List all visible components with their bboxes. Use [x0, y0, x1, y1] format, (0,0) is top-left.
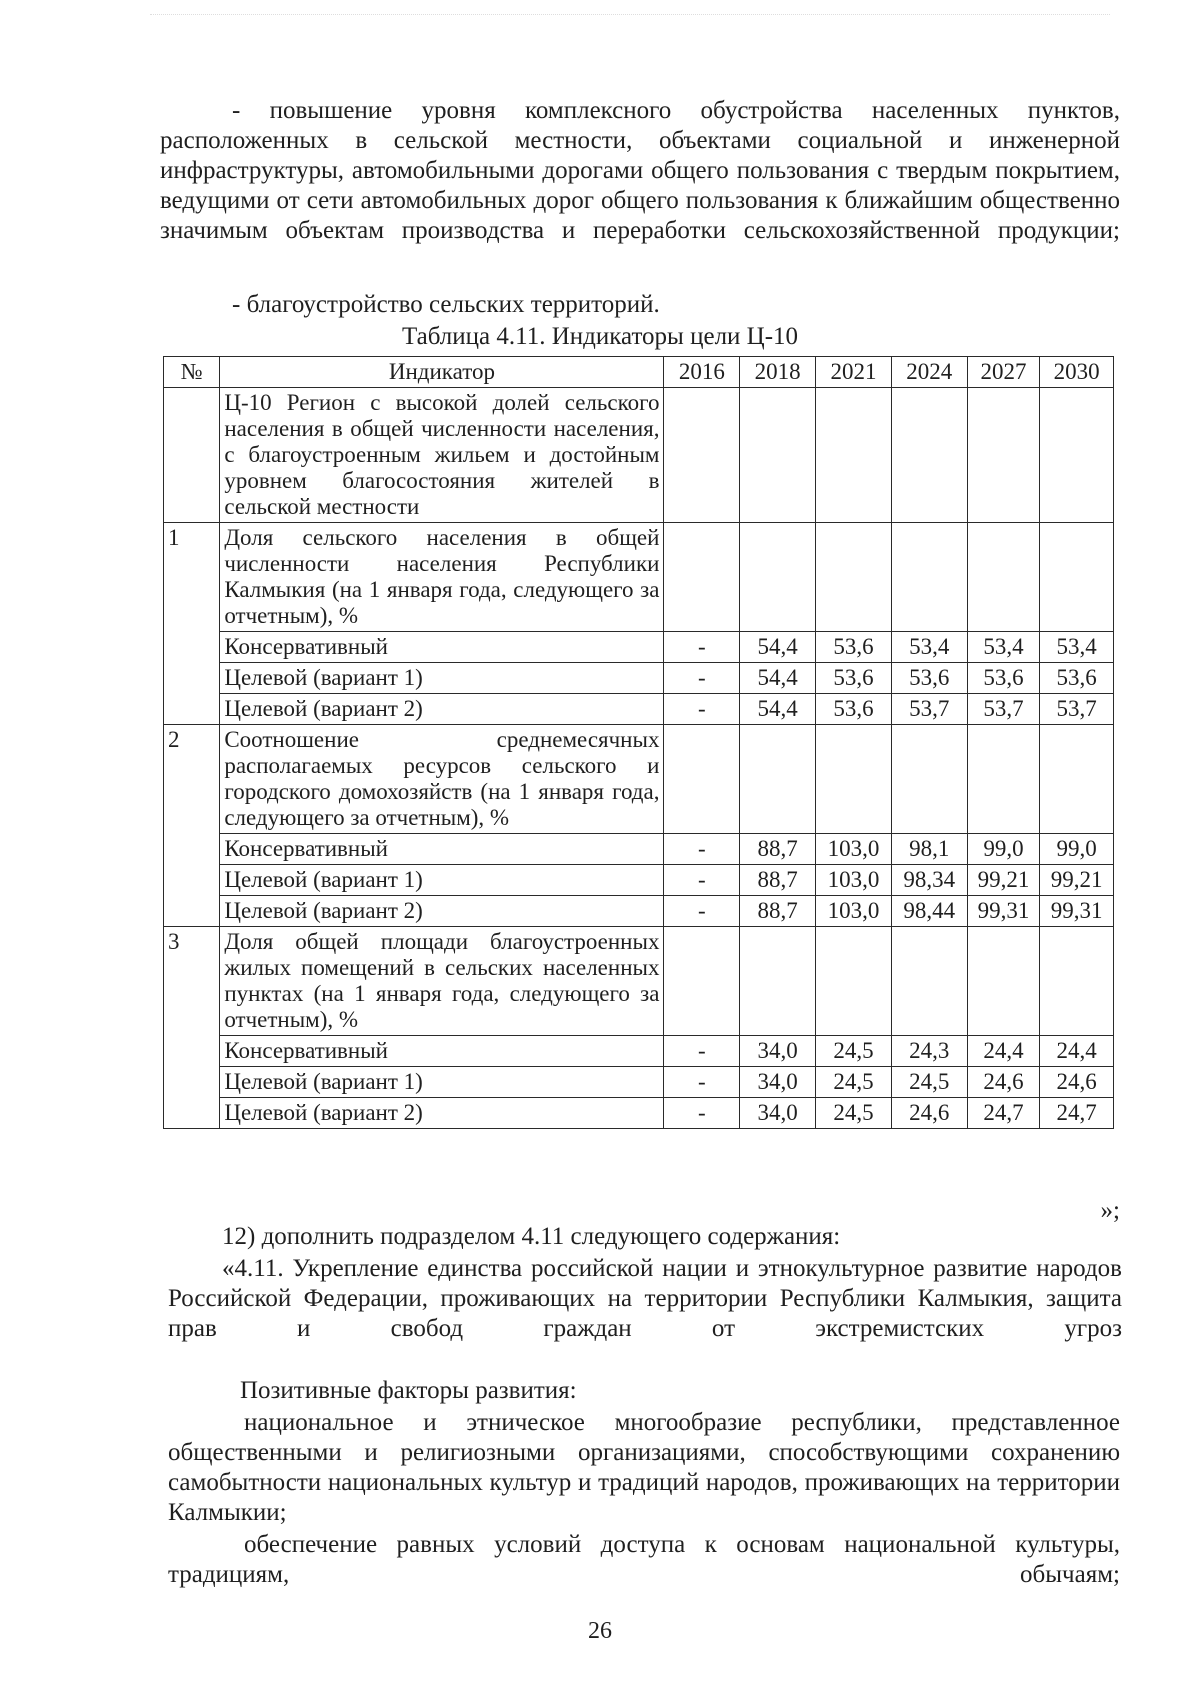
value-cell-2018: 34,0	[740, 1036, 816, 1067]
variant-row	[164, 1098, 1114, 1129]
variant-row	[164, 896, 1114, 927]
indicator-title: Доля сельского населения в общей численности населения Республики Калмыкия (на 1 января года, следующего за отчетным), %	[220, 523, 664, 632]
value-cell-2016: -	[664, 1098, 740, 1129]
value-cell-2027: 99,21	[967, 865, 1040, 896]
indicator-title: Доля общей площади благоустроенных жилых помещений в сельских населенных пунктах (на 1 января года, следующего за отчетным), %	[220, 927, 664, 1036]
table-caption: Таблица 4.11. Индикаторы цели Ц-10	[401, 323, 799, 350]
header-2024: 2024	[891, 357, 967, 388]
value-cell-2024: 24,6	[891, 1098, 967, 1129]
value-cell-2021: 53,6	[816, 694, 892, 725]
value-cell-2027: 53,7	[967, 694, 1040, 725]
header-2016: 2016	[664, 357, 740, 388]
indicator-num: 2	[164, 725, 220, 927]
empty-cell	[664, 927, 740, 1036]
value-cell-2030: 53,4	[1040, 632, 1114, 663]
header-2030: 2030	[1040, 357, 1114, 388]
scan-artifact	[150, 14, 1110, 21]
value-cell-2018: 54,4	[740, 632, 816, 663]
variant-row	[164, 694, 1114, 725]
empty-cell	[816, 927, 892, 1036]
value-cell-2030: 24,4	[1040, 1036, 1114, 1067]
value-cell-2027: 24,4	[967, 1036, 1040, 1067]
value-cell-2018: 88,7	[740, 896, 816, 927]
value-cell-2021: 53,6	[816, 663, 892, 694]
indicators-table	[163, 356, 1114, 1129]
empty-cell	[1040, 523, 1114, 632]
variant-row	[164, 632, 1114, 663]
variant-label: Целевой (вариант 2)	[220, 694, 664, 725]
variant-label: Целевой (вариант 2)	[220, 896, 664, 927]
value-cell-2021: 24,5	[816, 1098, 892, 1129]
value-cell-2030: 53,7	[1040, 694, 1114, 725]
indicator-title-row	[164, 523, 1114, 632]
empty-cell	[664, 523, 740, 632]
indicator-num: 1	[164, 523, 220, 725]
goal-num-cell	[164, 388, 220, 523]
variant-label: Целевой (вариант 1)	[220, 663, 664, 694]
value-cell-2024: 24,5	[891, 1067, 967, 1098]
value-cell-2021: 53,6	[816, 632, 892, 663]
empty-cell	[740, 927, 816, 1036]
variant-row	[164, 834, 1114, 865]
paragraph-equal-access: обеспечение равных условий доступа к основам национальной культуры, традициям, обычаям;	[168, 1531, 1120, 1588]
value-cell-2027: 24,7	[967, 1098, 1040, 1129]
value-cell-2018: 54,4	[740, 694, 816, 725]
value-cell-2021: 103,0	[816, 865, 892, 896]
value-cell-2016: -	[664, 1067, 740, 1098]
paragraph-section-title: «4.11. Укрепление единства российской нации и этнокультурное развитие народов Российской Федерации, проживающих на территории Республики Калмыкия, защита прав и свобод граждан от экстремистских угроз	[168, 1255, 1122, 1342]
empty-cell	[891, 725, 967, 834]
variant-label: Целевой (вариант 1)	[220, 1067, 664, 1098]
empty-cell	[1040, 725, 1114, 834]
paragraph-diversity: национальное и этническое многообразие республики, представленное общественными и религиозными организациями, способствующими сохранению самобытности национальных культур и традиций народов, проживающих на территории Калмыкии;	[168, 1409, 1120, 1526]
value-cell-2018: 34,0	[740, 1067, 816, 1098]
variant-label: Консервативный	[220, 834, 664, 865]
value-cell-2027: 99,0	[967, 834, 1040, 865]
value-cell-2030: 53,6	[1040, 663, 1114, 694]
indicator-title-row	[164, 725, 1114, 834]
paragraph-rural-improvement: - благоустройство сельских территорий.	[232, 291, 660, 318]
value-cell-2030: 24,7	[1040, 1098, 1114, 1129]
goal-title: Ц-10 Регион с высокой долей сельского населения в общей численности населения, с благоустроенным жильем и достойным уровнем благосостояния жителей в сельской местности	[220, 388, 664, 523]
empty-cell	[740, 725, 816, 834]
value-cell-2016: -	[664, 896, 740, 927]
paragraph-positive-factors: Позитивные факторы развития:	[240, 1377, 577, 1404]
value-cell-2018: 88,7	[740, 865, 816, 896]
value-cell-2018: 54,4	[740, 663, 816, 694]
value-cell-2024: 98,1	[891, 834, 967, 865]
variant-row	[164, 1067, 1114, 1098]
value-cell-2016: -	[664, 865, 740, 896]
indicator-num: 3	[164, 927, 220, 1129]
table-body	[164, 388, 1114, 1129]
variant-row	[164, 1036, 1114, 1067]
value-cell-2024: 53,7	[891, 694, 967, 725]
empty-cell	[967, 523, 1040, 632]
paragraph-amendment: 12) дополнить подразделом 4.11 следующего содержания:	[222, 1223, 841, 1250]
paragraph-rural-infrastructure: - повышение уровня комплексного обустройства населенных пунктов, расположенных в сельской местности, объектами социальной и инженерной инфраструктуры, автомобильными дорогами общего пользования с твердым покрытием, ведущими от сети автомобильных дорог общего пользования к ближайшим общественно значимым объектам производства и переработки сельскохозяйственной продукции;	[160, 97, 1120, 244]
value-cell-2016: -	[664, 1036, 740, 1067]
empty-cell	[891, 523, 967, 632]
variant-row	[164, 663, 1114, 694]
empty-cell	[664, 725, 740, 834]
goal-row	[164, 388, 1114, 523]
indicator-title-row	[164, 927, 1114, 1036]
value-cell-2024: 53,4	[891, 632, 967, 663]
value-cell-2016: -	[664, 834, 740, 865]
value-cell-2030: 99,21	[1040, 865, 1114, 896]
value-cell-2030: 99,0	[1040, 834, 1114, 865]
variant-label: Консервативный	[220, 632, 664, 663]
empty-cell	[1040, 927, 1114, 1036]
header-2021: 2021	[816, 357, 892, 388]
value-cell-2021: 24,5	[816, 1067, 892, 1098]
value-cell-2024: 98,34	[891, 865, 967, 896]
variant-row	[164, 865, 1114, 896]
value-cell-2027: 53,6	[967, 663, 1040, 694]
value-cell-2024: 53,6	[891, 663, 967, 694]
empty-cell	[891, 927, 967, 1036]
variant-label: Целевой (вариант 1)	[220, 865, 664, 896]
variant-label: Консервативный	[220, 1036, 664, 1067]
value-cell-2021: 24,5	[816, 1036, 892, 1067]
value-cell-2027: 53,4	[967, 632, 1040, 663]
value-cell-2024: 24,3	[891, 1036, 967, 1067]
empty-cell	[816, 523, 892, 632]
value-cell-2030: 24,6	[1040, 1067, 1114, 1098]
header-2018: 2018	[740, 357, 816, 388]
table-header-row	[164, 357, 1114, 388]
header-indicator: Индикатор	[220, 357, 664, 388]
value-cell-2021: 103,0	[816, 834, 892, 865]
value-cell-2027: 24,6	[967, 1067, 1040, 1098]
indicator-title: Соотношение среднемесячных располагаемых ресурсов сельского и городского домохозяйств (на 1 января года, следующего за отчетным), %	[220, 725, 664, 834]
value-cell-2024: 98,44	[891, 896, 967, 927]
value-cell-2016: -	[664, 694, 740, 725]
value-cell-2021: 103,0	[816, 896, 892, 927]
page-number: 26	[588, 1618, 612, 1644]
value-cell-2018: 88,7	[740, 834, 816, 865]
header-2027: 2027	[967, 357, 1040, 388]
value-cell-2018: 34,0	[740, 1098, 816, 1129]
value-cell-2016: -	[664, 632, 740, 663]
header-num: №	[164, 357, 220, 388]
value-cell-2030: 99,31	[1040, 896, 1114, 927]
empty-cell	[967, 927, 1040, 1036]
value-cell-2016: -	[664, 663, 740, 694]
empty-cell	[967, 725, 1040, 834]
empty-cell	[740, 523, 816, 632]
variant-label: Целевой (вариант 2)	[220, 1098, 664, 1129]
closing-quote: »;	[1100, 1197, 1120, 1224]
value-cell-2027: 99,31	[967, 896, 1040, 927]
empty-cell	[816, 725, 892, 834]
